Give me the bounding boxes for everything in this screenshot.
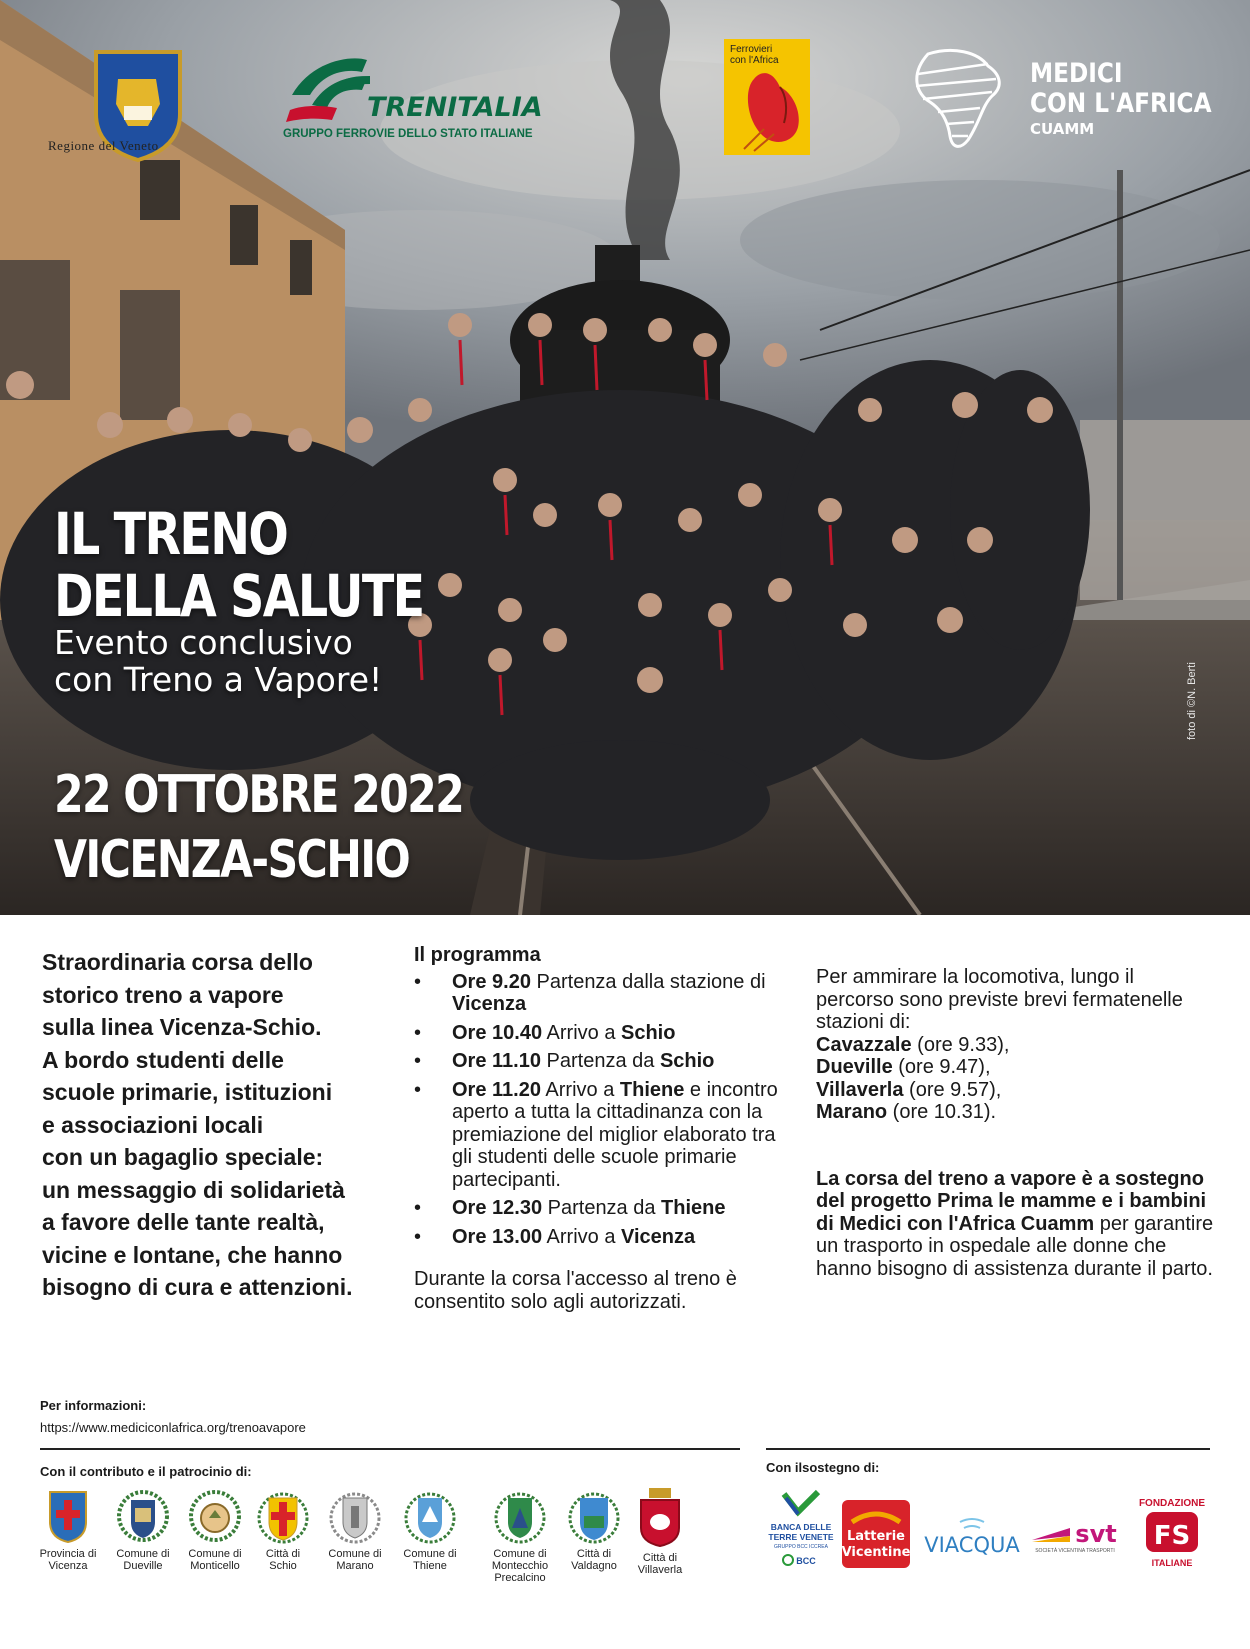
mca-line1: MEDICI [1030, 58, 1123, 89]
stop-item: Marano (ore 10.31). [816, 1101, 997, 1123]
sponsor-fondazione-fs [1134, 1494, 1210, 1570]
svg-text:FS: FS [1153, 1521, 1191, 1551]
stops-section [816, 966, 1216, 1280]
banca-terre-venete-logo-icon [766, 1488, 836, 1572]
svg-text:Vicentine: Vicentine [842, 1545, 910, 1560]
event-title-line1: IL TRENO [54, 500, 288, 568]
event-subtitle-line2: con Treno a Vapore! [54, 660, 383, 699]
patron-dueville: Comune di Dueville [100, 1488, 186, 1572]
crest-icon [257, 1488, 309, 1544]
svg-text:SOCIETÀ VICENTINA TRASPORTI: SOCIETÀ VICENTINA TRASPORTI [1035, 1548, 1115, 1554]
photo-credit: foto di ©N. Berti [1186, 662, 1198, 740]
svg-text:BCC: BCC [796, 1556, 816, 1566]
svg-text:FONDAZIONE: FONDAZIONE [1138, 1498, 1206, 1509]
intro-line: storico treno a vapore [42, 981, 284, 1008]
program-item: • Ore 13.00 Arrivo a Vicenza [414, 1226, 799, 1249]
regione-veneto-label: Regione del Veneto [48, 138, 159, 153]
svg-text:VIACQUA: VIACQUA [924, 1533, 1020, 1557]
intro-line: un messaggio di solidarietà [42, 1176, 345, 1203]
stop-item: Villaverla (ore 9.57), [816, 1078, 1002, 1101]
intro-line: sulla linea Vicenza-Schio. [42, 1014, 322, 1040]
stop-item: Cavazzale (ore 9.33), [816, 1033, 1010, 1056]
intro-line: vicine e lontane, che hanno [42, 1241, 343, 1268]
crest-icon [46, 1488, 90, 1544]
svg-text:BANCA DELLE: BANCA DELLE [770, 1522, 832, 1532]
patron-provincia-vicenza: Provincia di Vicenza [25, 1488, 111, 1572]
program-item: • Ore 9.20 Partenza dalla stazione di Vicenza [414, 971, 799, 1016]
intro-line: scuole primarie, istituzioni [42, 1079, 333, 1105]
mca-line2: CON L'AFRICA [1030, 88, 1212, 119]
stop-item: Dueville (ore 9.47), [816, 1056, 991, 1078]
patrons-title: Con il contributo e il patrocinio di: [40, 1464, 252, 1479]
intro-text [42, 946, 422, 1304]
crest-icon [635, 1488, 685, 1548]
program-item: • Ore 10.40 Arrivo a Schio [414, 1022, 799, 1045]
crest-icon [327, 1488, 383, 1544]
svg-text:GRUPPO BCC ICCREA: GRUPPO BCC ICCREA [774, 1544, 828, 1550]
patron-villaverla: Città di Villaverla [617, 1488, 703, 1576]
sponsor-latterie-vicentine [842, 1500, 910, 1568]
patron-montecchio-precalcino: Comune di Montecchio Precalcino [477, 1488, 563, 1584]
crest-icon [402, 1488, 458, 1544]
crest-icon [115, 1488, 171, 1544]
patron-monticello: Comune di Monticello [172, 1488, 258, 1572]
mca-line3: CUAMM [1030, 120, 1095, 138]
svg-text:svt: svt [1075, 1520, 1117, 1548]
access-note: Durante la corsa l'accesso al treno è consentito solo agli autorizzati. [414, 1268, 737, 1313]
svt-logo-icon [1030, 1516, 1120, 1556]
patron-marano: Comune di Marano [312, 1488, 398, 1572]
africa-map-icon [908, 44, 1008, 154]
event-date: 22 OTTOBRE 2022 [54, 765, 464, 825]
sponsor-banca-terre-venete [766, 1488, 836, 1572]
ferrovieri-label: Ferrovieri con l'Africa [730, 44, 779, 66]
program-item: • Ore 12.30 Partenza da Thiene [414, 1197, 799, 1220]
sponsors-title: Con ilsostegno di: [766, 1460, 880, 1475]
event-route: VICENZA-SCHIO [54, 830, 410, 890]
intro-line: e associazioni locali [42, 1111, 264, 1138]
program-section [414, 944, 799, 1313]
sponsor-svt [1030, 1516, 1120, 1556]
intro-line: bisogno di cura e attenzioni. [42, 1274, 353, 1300]
svg-text:ITALIANE: ITALIANE [1151, 1558, 1193, 1568]
svg-text:TERRE VENETE: TERRE VENETE [768, 1532, 834, 1542]
event-subtitle-line1: Evento conclusivo [54, 623, 353, 662]
fondazione-fs-logo-icon [1134, 1494, 1210, 1570]
crest-icon [187, 1488, 243, 1544]
stops-list [816, 1034, 1216, 1124]
intro-line: a favore delle tante realtà, [42, 1209, 325, 1235]
divider [766, 1448, 1210, 1450]
program-list [414, 971, 799, 1249]
program-item: • Ore 11.10 Partenza da Schio [414, 1050, 799, 1073]
program-item: • Ore 11.20 Arrivo a Thiene e incontro aperto a tutta la cittadinanza con la premiazione del miglior elaborato tra gli studenti delle scuole primarie partecipanti. [414, 1079, 799, 1192]
info-title: Per informazioni: [40, 1398, 147, 1413]
divider [40, 1448, 740, 1450]
patron-schio: Città di Schio [240, 1488, 326, 1572]
trenitalia-wordmark: TRENITALIA [367, 92, 543, 123]
sponsor-viacqua [920, 1512, 1024, 1560]
event-title-line2: DELLA SALUTE [54, 562, 424, 630]
crest-icon [492, 1488, 548, 1544]
patron-thiene: Comune di Thiene [387, 1488, 473, 1572]
program-title: Il programma [414, 944, 541, 966]
intro-line: A bordo studenti delle [42, 1046, 284, 1073]
support-note: La corsa del treno a vapore è a sostegno del progetto Prima le mamme e i bambini di Medici con l'Africa Cuamm per garantire un trasporto in ospedale alle donne che hanno bisogno di assistenza durante il parto. [816, 1167, 1214, 1280]
stops-intro: Per ammirare la locomotiva, lungo il percorso sono previste brevi fermatenelle stazioni di: [816, 966, 1183, 1033]
info-url-link[interactable]: https://www.mediciconlafrica.org/trenoavapore [40, 1420, 306, 1435]
viacqua-logo-icon [920, 1512, 1024, 1560]
patron-valdagno: Città di Valdagno [551, 1488, 637, 1572]
intro-line: con un bagaglio speciale: [42, 1144, 324, 1170]
trenitalia-subline: GRUPPO FERROVIE DELLO STATO ITALIANE [283, 128, 533, 140]
svg-text:Latterie: Latterie [847, 1529, 905, 1544]
latterie-vicentine-logo-icon [842, 1500, 910, 1568]
intro-line: Straordinaria corsa dello [42, 949, 313, 975]
crest-icon [568, 1488, 620, 1544]
